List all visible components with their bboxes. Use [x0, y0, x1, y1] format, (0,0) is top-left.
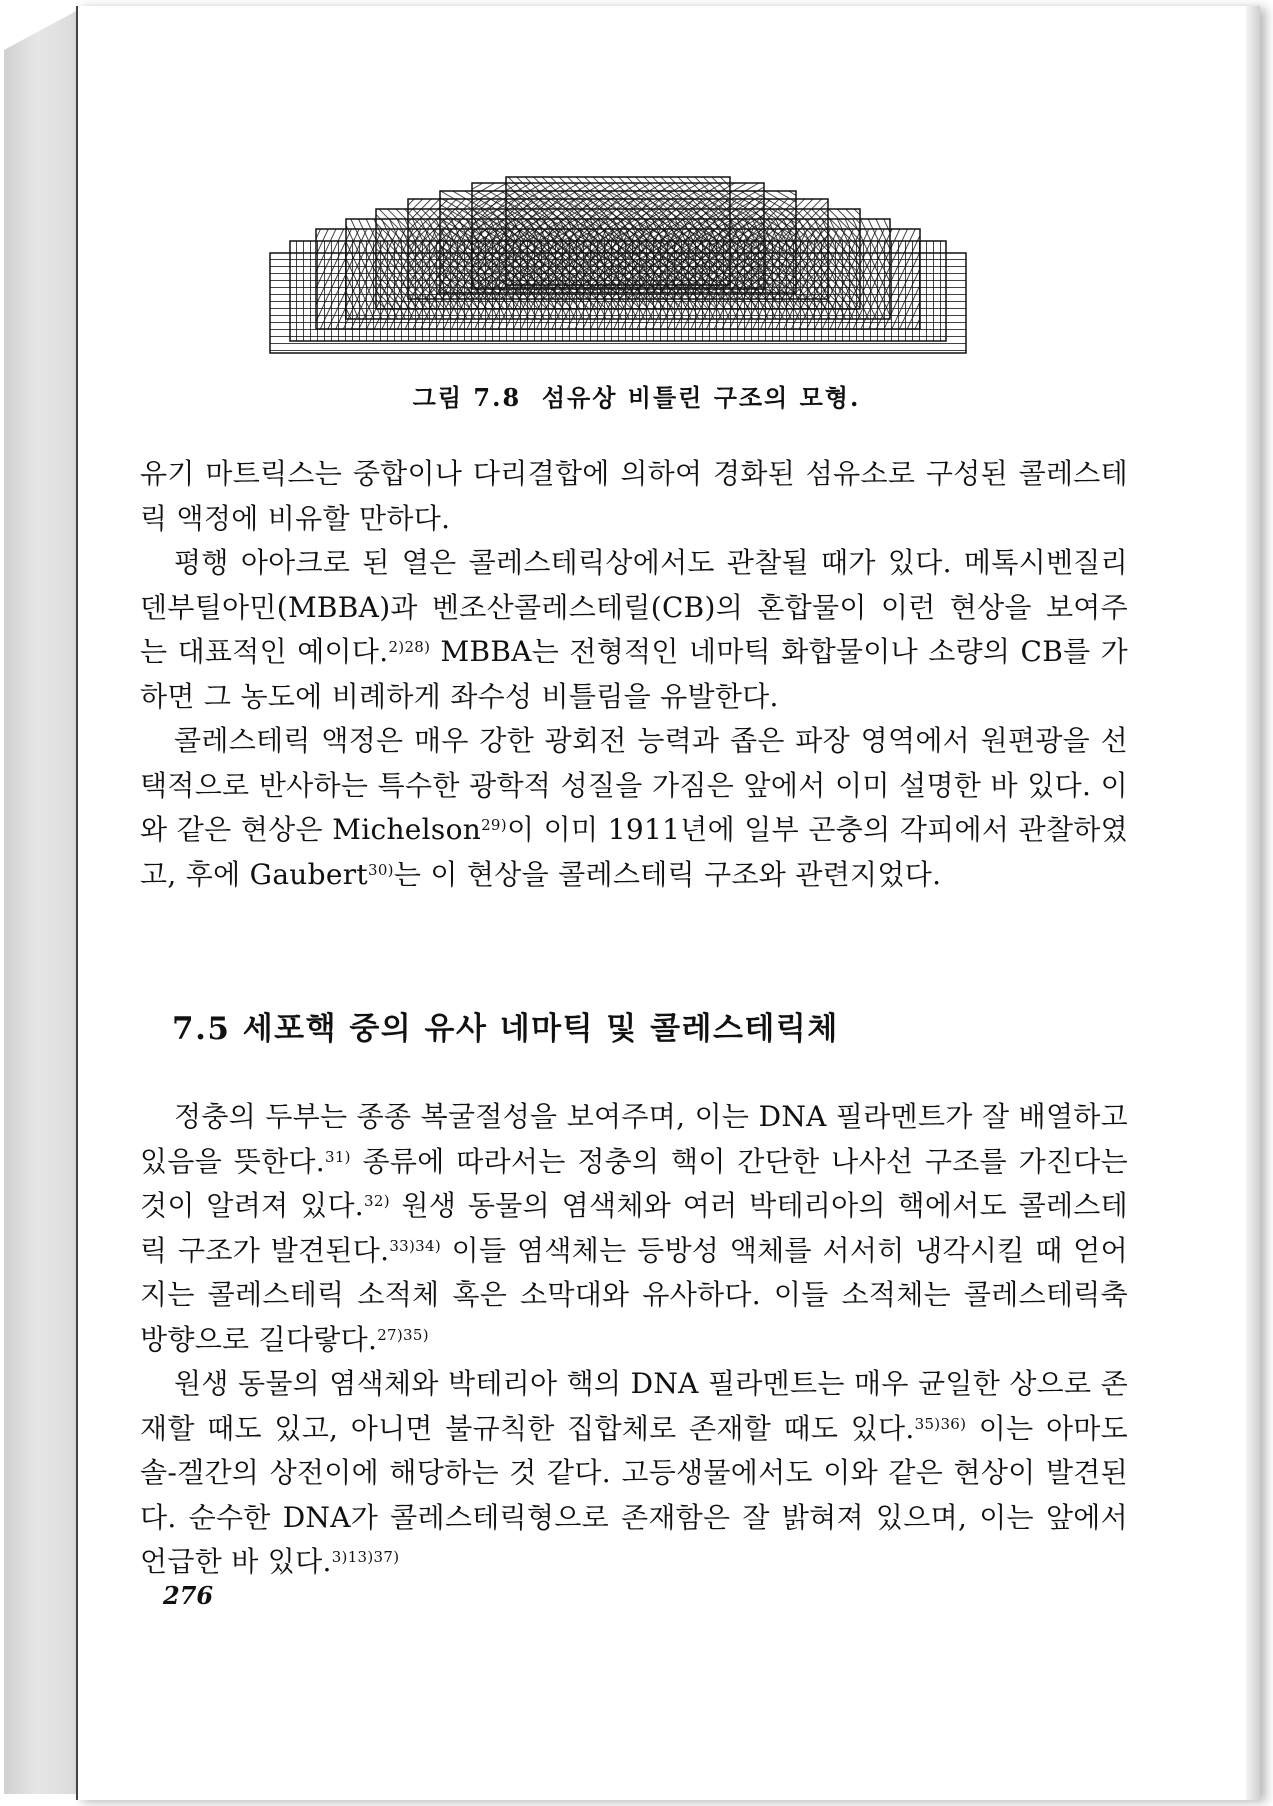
- citation-ref: 31): [324, 1147, 351, 1166]
- paragraph-text: MBBA는 전형적인 네마틱 화합물이나 소량의 CB를 가하면 그 농도에 비례하게 좌수성 비틀림을 유발한다.: [140, 635, 1129, 713]
- section-heading: 7.5 세포핵 중의 유사 네마틱 및 콜레스테릭체: [172, 1011, 839, 1047]
- paragraph: [140, 452, 1128, 541]
- paragraph: [140, 1362, 1128, 1585]
- citation-ref: 29): [481, 816, 507, 834]
- paragraph-text: 원생 동물의 염색체와 박테리아 핵의 DNA 필라멘트는 매우 균일한 상으로 존재할 때도 있고, 아니면 불규칙한 집합체로 존재할 때도 있다.: [140, 1367, 1128, 1445]
- paragraph-text: 이 이미 1911년에 일부 곤충의 각피에서 관찰하였고, 후에 Gaubert: [140, 813, 1128, 891]
- citation-ref: 2)28): [388, 638, 431, 656]
- figure-core: [506, 177, 730, 285]
- citation-ref: 30): [367, 860, 394, 879]
- paragraph-text: 원생 동물의 염색체와 여러 박테리아의 핵에서도 콜레스테릭 구조가 발견된다.: [140, 1189, 1128, 1267]
- citation-ref: 33)34): [389, 1236, 442, 1255]
- paragraph: [140, 541, 1128, 719]
- paragraph-text: 는 이 현상을 콜레스테릭 구조와 관련지었다.: [393, 857, 942, 891]
- paragraph-text: 콜레스테릭 액정은 매우 강한 광회전 능력과 좁은 파장 영역에서 원편광을 선택적으로 반사하는 특수한 광학적 성질을 가짐은 앞에서 이미 설명한 바 있다. 이와 같은 현상은 Michelson: [140, 724, 1128, 846]
- citation-ref: 32): [364, 1192, 390, 1210]
- book-spine: [4, 10, 78, 1794]
- figure-caption-text: 섬유상 비틀린 구조의 모형.: [541, 383, 861, 412]
- paragraph-text: 종류에 따라서는 정충의 핵이 간단한 나사선 구조를 가진다는 것이 알려져 있다.: [140, 1144, 1128, 1222]
- paragraph-text: 이는 아마도 솔-겔간의 상전이에 해당하는 것 같다. 고등생물에서도 이와 같은 현상이 발견된다. 순수한 DNA가 콜레스테릭형으로 존재함은 잘 밝혀져 있으며, 이는 앞에서 언급한 바 있다.: [140, 1411, 1128, 1578]
- paragraph-text: 정충의 두부는 종종 복굴절성을 보여주며, 이는 DNA 필라멘트가 잘 배열하고 있음을 뜻한다.: [140, 1100, 1128, 1178]
- figure-caption-label: 그림 7.8: [412, 383, 522, 412]
- citation-ref: 35)36): [914, 1414, 967, 1433]
- page-edge: [1246, 6, 1260, 1800]
- body-text-top: [140, 452, 1128, 897]
- page-number: 276: [163, 1581, 214, 1610]
- paragraph-text: 평행 아아크로 된 열은 콜레스테릭상에서도 관찰될 때가 있다. 메톡시벤질리덴부틸아민(MBBA)과 벤조산콜레스테릴(CB)의 혼합물이 이런 현상을 보여주는 대표적인 예이다.: [140, 546, 1128, 668]
- figure-caption: [0, 378, 1273, 413]
- body-text-bottom: [140, 1095, 1128, 1585]
- twisted-fiber-figure: [268, 175, 968, 360]
- paragraph-text: 유기 마트릭스는 중합이나 다리결합에 의하여 경화된 섬유소로 구성된 콜레스테릭 액정에 비유할 만하다.: [140, 457, 1128, 535]
- paragraph: [140, 719, 1128, 897]
- paragraph-text: 이들 염색체는 등방성 액체를 서서히 냉각시킬 때 얻어지는 콜레스테릭 소적체 혹은 소막대와 유사하다. 이들 소적체는 콜레스테릭축 방향으로 길다랗다.: [140, 1233, 1129, 1356]
- citation-ref: 27)35): [377, 1325, 429, 1344]
- citation-ref: 3)13)37): [331, 1548, 400, 1566]
- paragraph: [140, 1095, 1128, 1362]
